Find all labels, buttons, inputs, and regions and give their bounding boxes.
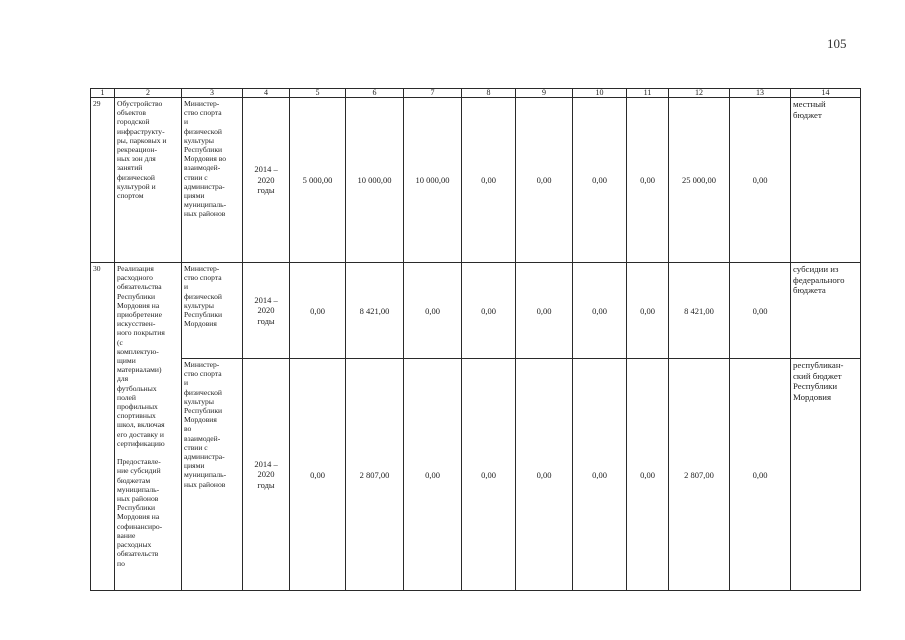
executor: Министер- ство спорта и физической культуры Республики Мордовия во взаимодей- ствии с администра- циями муниципаль- ных районов [182,98,243,263]
value-cell: 10 000,00 [346,98,404,263]
value-cell: 0,00 [290,359,346,591]
column-number: 13 [730,89,791,98]
executor: Министер- ство спорта и физической культуры Республики Мордовия во взаимодей- ствии с администра- циями муниципаль- ных районов [182,359,243,591]
column-number: 14 [791,89,861,98]
years: 2014 – 2020 годы [243,98,290,263]
value-cell: 0,00 [516,263,573,359]
value-cell: 10 000,00 [404,98,462,263]
funding-source: субсидии из федерального бюджета [791,263,861,359]
years: 2014 – 2020 годы [243,263,290,359]
table-row-30a [91,263,861,359]
column-number: 6 [346,89,404,98]
value-cell: 5 000,00 [290,98,346,263]
value-cell: 2 807,00 [669,359,730,591]
measure-name: Реализация расходного обязательства Республики Мордовия на приобретение искусствен- ного покрытия (с комплектую- щими материалами) для футбольных полей профильных спортивных школ, включая его доставку и сертификацию Предоставле- ние субсидий бюджетам муниципаль- ных районов Республики Мордовия на софинансиро- вание расходных обязательств по [115,263,182,591]
value-cell: 8 421,00 [669,263,730,359]
budget-table [90,88,861,591]
value-cell: 0,00 [462,263,516,359]
column-number: 7 [404,89,462,98]
funding-source: республикан- ский бюджет Республики Мордовия [791,359,861,591]
column-number: 8 [462,89,516,98]
measure-name: Обустройство объектов городской инфраструкту- ры, парковых и рекреацион- ных зон для занятий физической культурой и спортом [115,98,182,263]
value-cell: 8 421,00 [346,263,404,359]
column-number: 11 [627,89,669,98]
executor: Министер- ство спорта и физической культуры Республики Мордовия [182,263,243,359]
funding-source: местный бюджет [791,98,861,263]
column-number-row [91,89,861,98]
table-row-30b [91,359,861,591]
value-cell: 0,00 [573,98,627,263]
value-cell: 0,00 [730,359,791,591]
row-number: 30 [91,263,115,591]
row-number: 29 [91,98,115,263]
value-cell: 0,00 [730,263,791,359]
value-cell: 0,00 [627,263,669,359]
column-number: 1 [91,89,115,98]
value-cell: 0,00 [573,359,627,591]
value-cell: 0,00 [573,263,627,359]
column-number: 2 [115,89,182,98]
value-cell: 0,00 [516,98,573,263]
value-cell: 0,00 [404,263,462,359]
years: 2014 – 2020 годы [243,359,290,591]
value-cell: 0,00 [627,98,669,263]
column-number: 10 [573,89,627,98]
value-cell: 0,00 [627,359,669,591]
value-cell: 0,00 [730,98,791,263]
column-number: 12 [669,89,730,98]
table-row-29 [91,98,861,263]
value-cell: 0,00 [462,359,516,591]
value-cell: 25 000,00 [669,98,730,263]
value-cell: 0,00 [462,98,516,263]
value-cell: 0,00 [290,263,346,359]
column-number: 3 [182,89,243,98]
column-number: 5 [290,89,346,98]
page-number: 105 [827,36,847,51]
value-cell: 0,00 [404,359,462,591]
column-number: 4 [243,89,290,98]
column-number: 9 [516,89,573,98]
value-cell: 2 807,00 [346,359,404,591]
value-cell: 0,00 [516,359,573,591]
